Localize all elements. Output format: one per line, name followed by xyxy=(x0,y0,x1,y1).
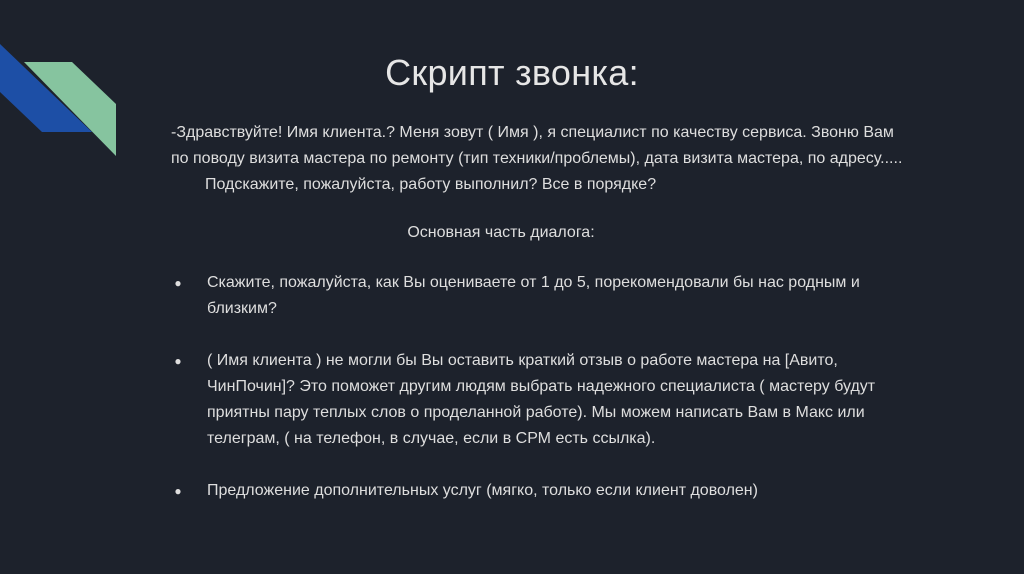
bullet-icon: ● xyxy=(174,354,182,368)
bullet-icon: ● xyxy=(174,484,182,498)
bullet-text: Предложение дополнительных услуг (мягко, только если клиент доволен) xyxy=(207,482,758,499)
intro-paragraph xyxy=(171,120,911,198)
dialog-subheading: Основная часть диалога: xyxy=(407,224,595,241)
bullet-list xyxy=(171,270,911,504)
intro-text: -Здравствуйте! Имя клиента.? Меня зовут ( Имя ), я специалист по качеству сервиса. Звоню Вам по поводу визита мастера по ремонту (тип техники/проблемы), дата визита мастера, по адресу..... xyxy=(171,124,903,167)
bullet-item xyxy=(171,348,911,452)
intro-question: Подскажите, пожалуйста, работу выполнил? Все в порядке? xyxy=(205,176,657,193)
slide-content xyxy=(171,120,911,530)
bullet-icon: ● xyxy=(174,276,182,290)
bullet-item xyxy=(171,478,911,504)
bullet-text: Скажите, пожалуйста, как Вы оцениваете от 1 до 5, порекомендовали бы нас родным и близким? xyxy=(207,274,860,317)
bullet-text: ( Имя клиента ) не могли бы Вы оставить краткий отзыв о работе мастера на [Авито, ЧинПочин]? Это поможет другим людям выбрать надежного специалиста ( мастеру будут приятны пару теплых слов о проделанной работе). Мы можем написать Вам в Макс или телеграм, ( на телефон, в случае, если в СРМ есть ссылка). xyxy=(207,352,876,447)
bullet-item xyxy=(171,270,911,322)
slide-title: Скрипт звонка: xyxy=(385,52,639,93)
